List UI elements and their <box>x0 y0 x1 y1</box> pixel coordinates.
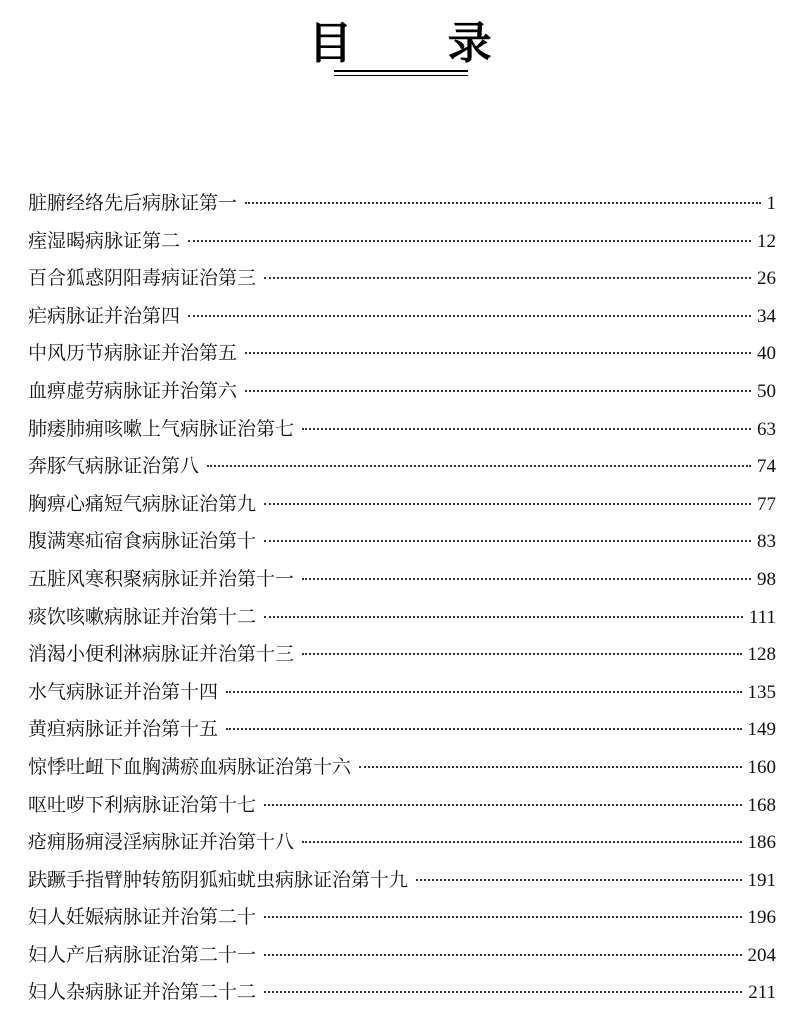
toc-entry[interactable] <box>28 526 776 564</box>
toc-entry-title: 五脏风寒积聚病脉证并治第十一 <box>28 567 295 590</box>
toc-entry-title: 血痹虚劳病脉证并治第六 <box>28 379 238 402</box>
table-of-contents <box>28 188 776 1015</box>
dot-leader <box>264 540 751 542</box>
dot-leader <box>302 578 751 580</box>
toc-entry-title: 妇人杂病脉证并治第二十二 <box>28 981 257 1004</box>
dot-leader <box>359 766 741 768</box>
dot-leader <box>226 691 741 693</box>
toc-entry-page-number: 149 <box>747 719 776 741</box>
title-underline-thin <box>334 75 468 76</box>
toc-entry-title: 消渴小便利淋病脉证并治第十三 <box>28 643 295 666</box>
toc-entry[interactable] <box>28 301 776 339</box>
toc-entry[interactable] <box>28 451 776 489</box>
toc-entry-title: 中风历节病脉证并治第五 <box>28 342 238 365</box>
toc-entry-title: 肺痿肺痈咳嗽上气病脉证治第七 <box>28 417 295 440</box>
toc-entry-title: 疟病脉证并治第四 <box>28 304 181 327</box>
dot-leader <box>264 503 751 505</box>
toc-entry-title: 黄疸病脉证并治第十五 <box>28 718 219 741</box>
toc-entry-page-number: 168 <box>747 794 776 816</box>
toc-entry-page-number: 74 <box>757 456 776 478</box>
dot-leader <box>264 954 741 956</box>
dot-leader <box>188 315 751 317</box>
toc-entry-title: 水气病脉证并治第十四 <box>28 680 219 703</box>
toc-entry-page-number: 1 <box>766 193 776 214</box>
dot-leader <box>302 841 741 843</box>
toc-entry[interactable] <box>28 902 776 940</box>
toc-entry-title: 痰饮咳嗽病脉证并治第十二 <box>28 605 257 628</box>
toc-entry[interactable] <box>28 677 776 715</box>
dot-leader <box>226 728 741 730</box>
toc-entry-page-number: 204 <box>747 944 776 966</box>
dot-leader <box>302 653 741 655</box>
toc-entry[interactable] <box>28 338 776 376</box>
toc-entry-page-number: 191 <box>747 869 776 891</box>
toc-entry-page-number: 34 <box>757 305 776 327</box>
toc-entry-page-number: 98 <box>757 568 776 590</box>
toc-entry-page-number: 83 <box>757 531 776 553</box>
dot-leader <box>245 390 751 392</box>
toc-entry-title: 疮痈肠痈浸淫病脉证并治第十八 <box>28 831 295 854</box>
dot-leader <box>245 202 760 204</box>
toc-entry-page-number: 111 <box>748 606 776 628</box>
toc-entry-page-number: 77 <box>757 493 776 515</box>
dot-leader <box>416 879 741 881</box>
dot-leader <box>264 991 742 993</box>
dot-leader <box>302 428 751 430</box>
toc-entry[interactable] <box>28 940 776 978</box>
dot-leader <box>264 616 743 618</box>
toc-entry[interactable] <box>28 489 776 527</box>
dot-leader <box>264 804 741 806</box>
toc-entry-page-number: 12 <box>757 230 776 252</box>
toc-entry[interactable] <box>28 714 776 752</box>
toc-entry-title: 百合狐惑阴阳毒病证治第三 <box>28 267 257 290</box>
toc-entry-title: 痓湿暍病脉证第二 <box>28 229 181 252</box>
page-title-wrap <box>0 18 800 70</box>
toc-entry[interactable] <box>28 414 776 452</box>
toc-entry[interactable] <box>28 602 776 640</box>
toc-entry[interactable] <box>28 827 776 865</box>
dot-leader <box>188 240 751 242</box>
toc-entry[interactable] <box>28 564 776 602</box>
toc-entry-page-number: 63 <box>757 418 776 440</box>
dot-leader <box>264 277 751 279</box>
toc-entry-page-number: 128 <box>747 644 776 666</box>
dot-leader <box>245 352 751 354</box>
dot-leader <box>264 916 741 918</box>
toc-entry-title: 呕吐哕下利病脉证治第十七 <box>28 793 257 816</box>
toc-entry-page-number: 160 <box>747 756 776 778</box>
toc-entry-title: 腹满寒疝宿食病脉证治第十 <box>28 530 257 553</box>
toc-entry-title: 惊悸吐衄下血胸满瘀血病脉证治第十六 <box>28 755 352 778</box>
title-underline <box>334 70 468 72</box>
toc-entry-page-number: 135 <box>747 681 776 703</box>
dot-leader <box>207 465 751 467</box>
toc-entry-title: 妇人妊娠病脉证并治第二十 <box>28 906 257 929</box>
toc-entry-title: 趺蹶手指臂肿转筋阴狐疝蚘虫病脉证治第十九 <box>28 868 409 891</box>
page-title: 目 录 <box>308 18 532 69</box>
toc-entry-page-number: 40 <box>757 343 776 365</box>
toc-entry[interactable] <box>28 226 776 264</box>
toc-entry-title: 妇人产后病脉证治第二十一 <box>28 943 257 966</box>
toc-entry-title: 奔豚气病脉证治第八 <box>28 455 200 478</box>
toc-entry-title: 脏腑经络先后病脉证第一 <box>28 192 238 214</box>
toc-entry-page-number: 26 <box>757 268 776 290</box>
toc-entry-page-number: 50 <box>757 380 776 402</box>
toc-entry[interactable] <box>28 263 776 301</box>
toc-entry[interactable] <box>28 188 776 226</box>
toc-entry[interactable] <box>28 865 776 903</box>
toc-entry[interactable] <box>28 376 776 414</box>
toc-entry-page-number: 196 <box>747 907 776 929</box>
toc-entry-page-number: 186 <box>747 832 776 854</box>
toc-entry[interactable] <box>28 977 776 1015</box>
toc-entry-page-number: 211 <box>748 982 776 1004</box>
toc-entry-title: 胸痹心痛短气病脉证治第九 <box>28 492 257 515</box>
toc-entry[interactable] <box>28 790 776 828</box>
toc-entry[interactable] <box>28 639 776 677</box>
toc-entry[interactable] <box>28 752 776 790</box>
